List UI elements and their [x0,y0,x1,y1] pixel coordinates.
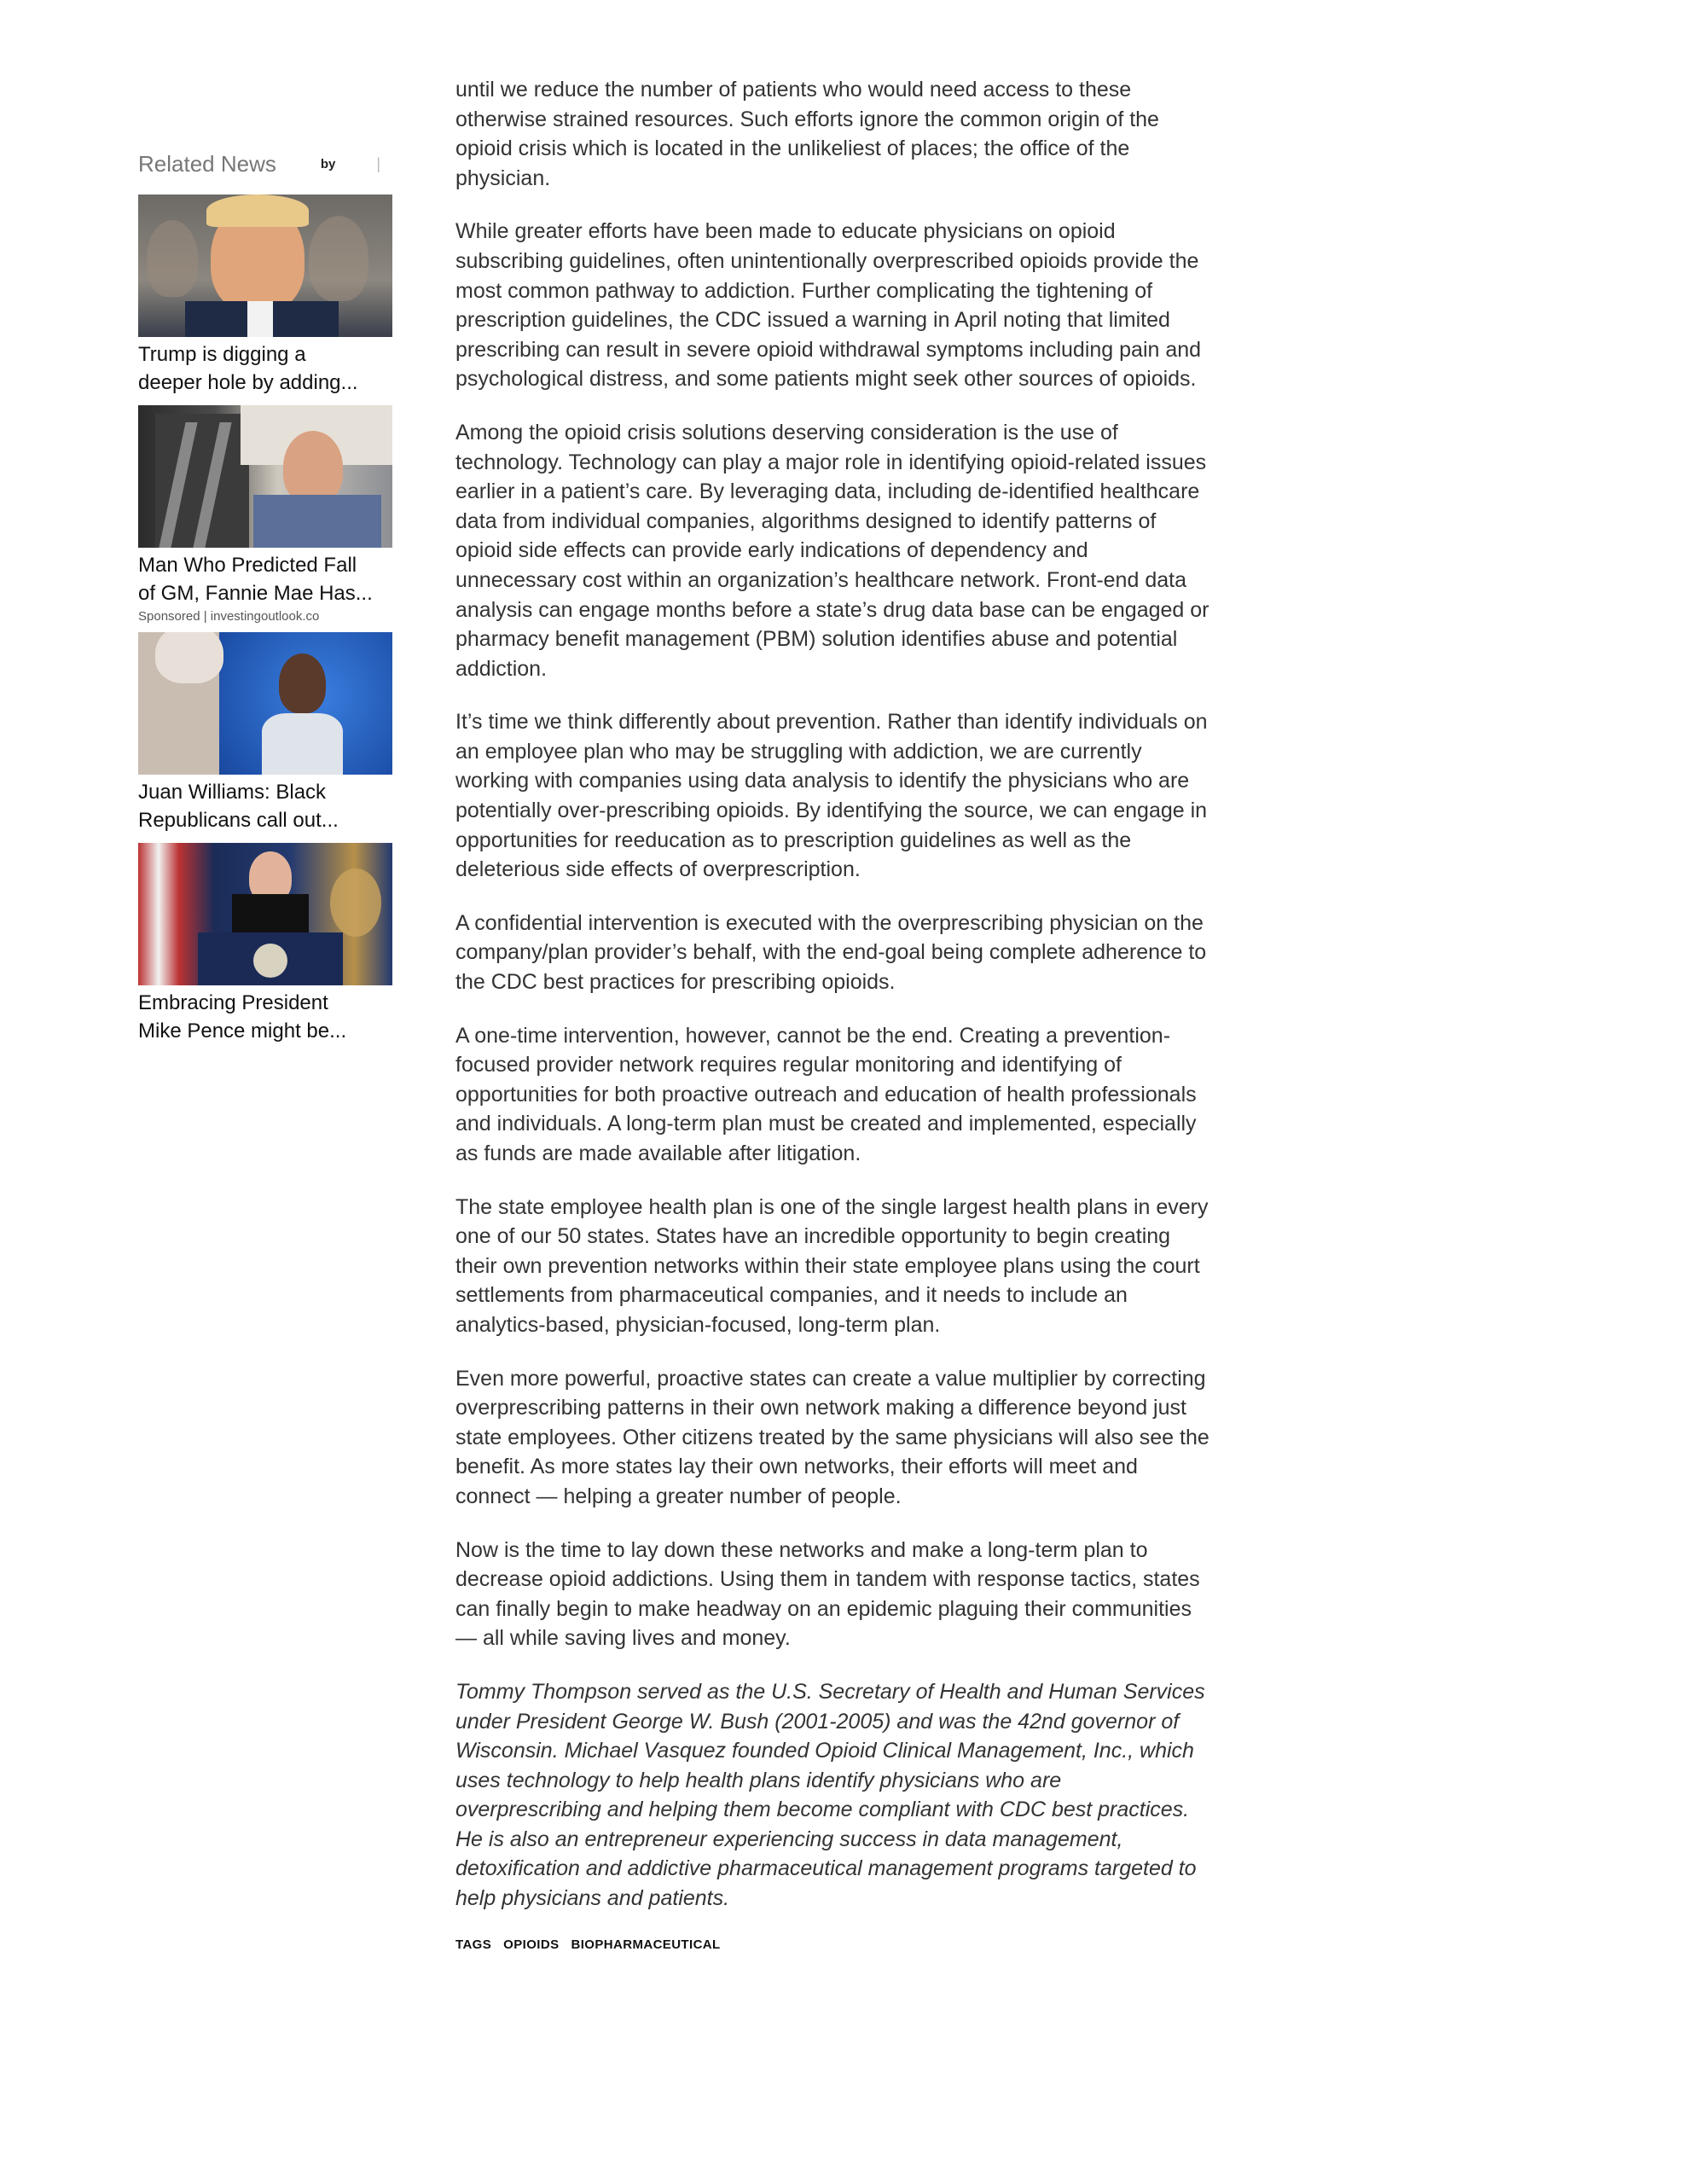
man-speaking-photo[interactable] [138,195,392,337]
article-paragraph: A one-time intervention, however, cannot be the end. Creating a prevention-focused provider network requires regular monitoring and identifying of opportunities for both proactive outreach and education of health professionals and individuals. A long-term plan must be created and implemented, especially as funds are made available after litigation. [455,1023,1197,1165]
related-news-sidebar [138,147,392,1054]
related-news-headline[interactable]: of GM, Fannie Mae Has... [138,582,373,605]
related-news-by[interactable]: by [320,156,336,171]
article-paragraph: Among the opioid crisis solutions deserving consideration is the use of technology. Technology can play a major role in identifying opioid-related issues earlier in a patient’s care. By leveraging data, including de-identified healthcare data from individual companies, algorithms designed to identify patterns of opioid side effects can provide early indications of dependency and unnecessary cost within an organization’s healthcare network. Front-end data analysis can engage months before a state’s drug data base can be engaged or pharmacy benefit management (PBM) solution identifies abuse and potential addiction. [455,420,1209,681]
man-by-aircraft-photo[interactable] [138,405,392,548]
related-news-title: Related News [138,150,276,177]
related-news-headline[interactable]: deeper hole by adding... [138,371,358,394]
article-paragraph: It’s time we think differently about prevention. Rather than identify individuals on an employee plan who may be struggling with addiction, we are currently working with companies using data analysis to identify the physicians who are potentially over-prescribing opioids. By identifying the source, we can engage in opportunities for reeducation as to prescription guidelines as well as the deleterious side effects of overprescription. [455,710,1208,882]
tag-biopharmaceutical[interactable]: BIOPHARMACEUTICAL [571,1937,721,1952]
woman-on-stage-photo[interactable] [138,632,392,775]
related-news-header [138,147,392,181]
article-paragraph: A confidential intervention is executed with the overprescribing physician on the company/plan provider’s behalf, with the end-goal being complete adherence to the CDC best practices for prescribing opioids. [455,910,1207,995]
article-tags [455,1937,1210,1952]
article-body [455,75,1210,1952]
related-news-headline[interactable]: Embracing President [138,991,328,1014]
related-news-headline[interactable]: Mike Pence might be... [138,1019,347,1043]
related-news-card[interactable] [138,632,392,834]
article-paragraph: Now is the time to lay down these networks and make a long-term plan to decrease opioid addictions. Using them in tandem with response tactics, states can finally begin to make headway on an epidemic plaguing their communities — all while saving lives and money. [455,1537,1200,1651]
related-news-headline[interactable]: Juan Williams: Black [138,781,327,804]
tag-opioids[interactable]: OPIOIDS [503,1937,560,1952]
related-news-headline[interactable]: Republicans call out... [138,809,339,832]
related-news-card[interactable] [138,195,392,397]
article-paragraph: The state employee health plan is one of the single largest health plans in every one of our 50 states. States have an incredible opportunity to begin creating their own prevention networks within their state employee plans using the court settlements from pharmaceutical companies, and it needs to include an analytics-based, physician-focused, long-term plan. [455,1194,1209,1337]
related-news-card[interactable] [138,405,392,624]
man-at-podium-photo[interactable] [138,843,392,985]
article-paragraph: Even more powerful, proactive states can create a value multiplier by correcting overprescribing patterns in their own network making a difference beyond just state employees. Other citizens treated by the same physicians will also see the benefit. As more states lay their own networks, their efforts will meet and connect — helping a greater number of people. [455,1366,1209,1508]
author-bio: Tommy Thompson served as the U.S. Secretary of Health and Human Services under President George W. Bush (2001-2005) and was the 42nd governor of Wisconsin. Michael Vasquez founded Opioid Clinical Management, Inc., which uses technology to help health plans identify physicians who are overprescribing and helping them become compliant with CDC best practices. He is also an entrepreneur experiencing success in data management, detoxification and addictive pharmaceutical management programs targeted to help physicians and patients. [455,1679,1205,1911]
article-paragraph: until we reduce the number of patients who would need access to these otherwise strained resources. Such efforts ignore the common origin of the opioid crisis which is located in the unlikeliest of places; the office of the physician. [455,78,1159,190]
related-news-card[interactable] [138,843,392,1045]
tags-label: TAGS [455,1937,492,1952]
sponsor-label: Sponsored | investingoutlook.co [138,609,320,624]
related-news-separator: | [376,154,381,172]
related-news-headline[interactable]: Trump is digging a [138,343,306,366]
related-news-headline[interactable]: Man Who Predicted Fall [138,554,357,577]
article-paragraph: While greater efforts have been made to educate physicians on opioid subscribing guidelines, often unintentionally overprescribed opioids provide the most common pathway to addiction. Further complicating the tightening of prescription guidelines, the CDC issued a warning in April noting that limited prescribing can result in severe opioid withdrawal symptoms including pain and psychological distress, and some patients might seek other sources of opioids. [455,219,1202,392]
